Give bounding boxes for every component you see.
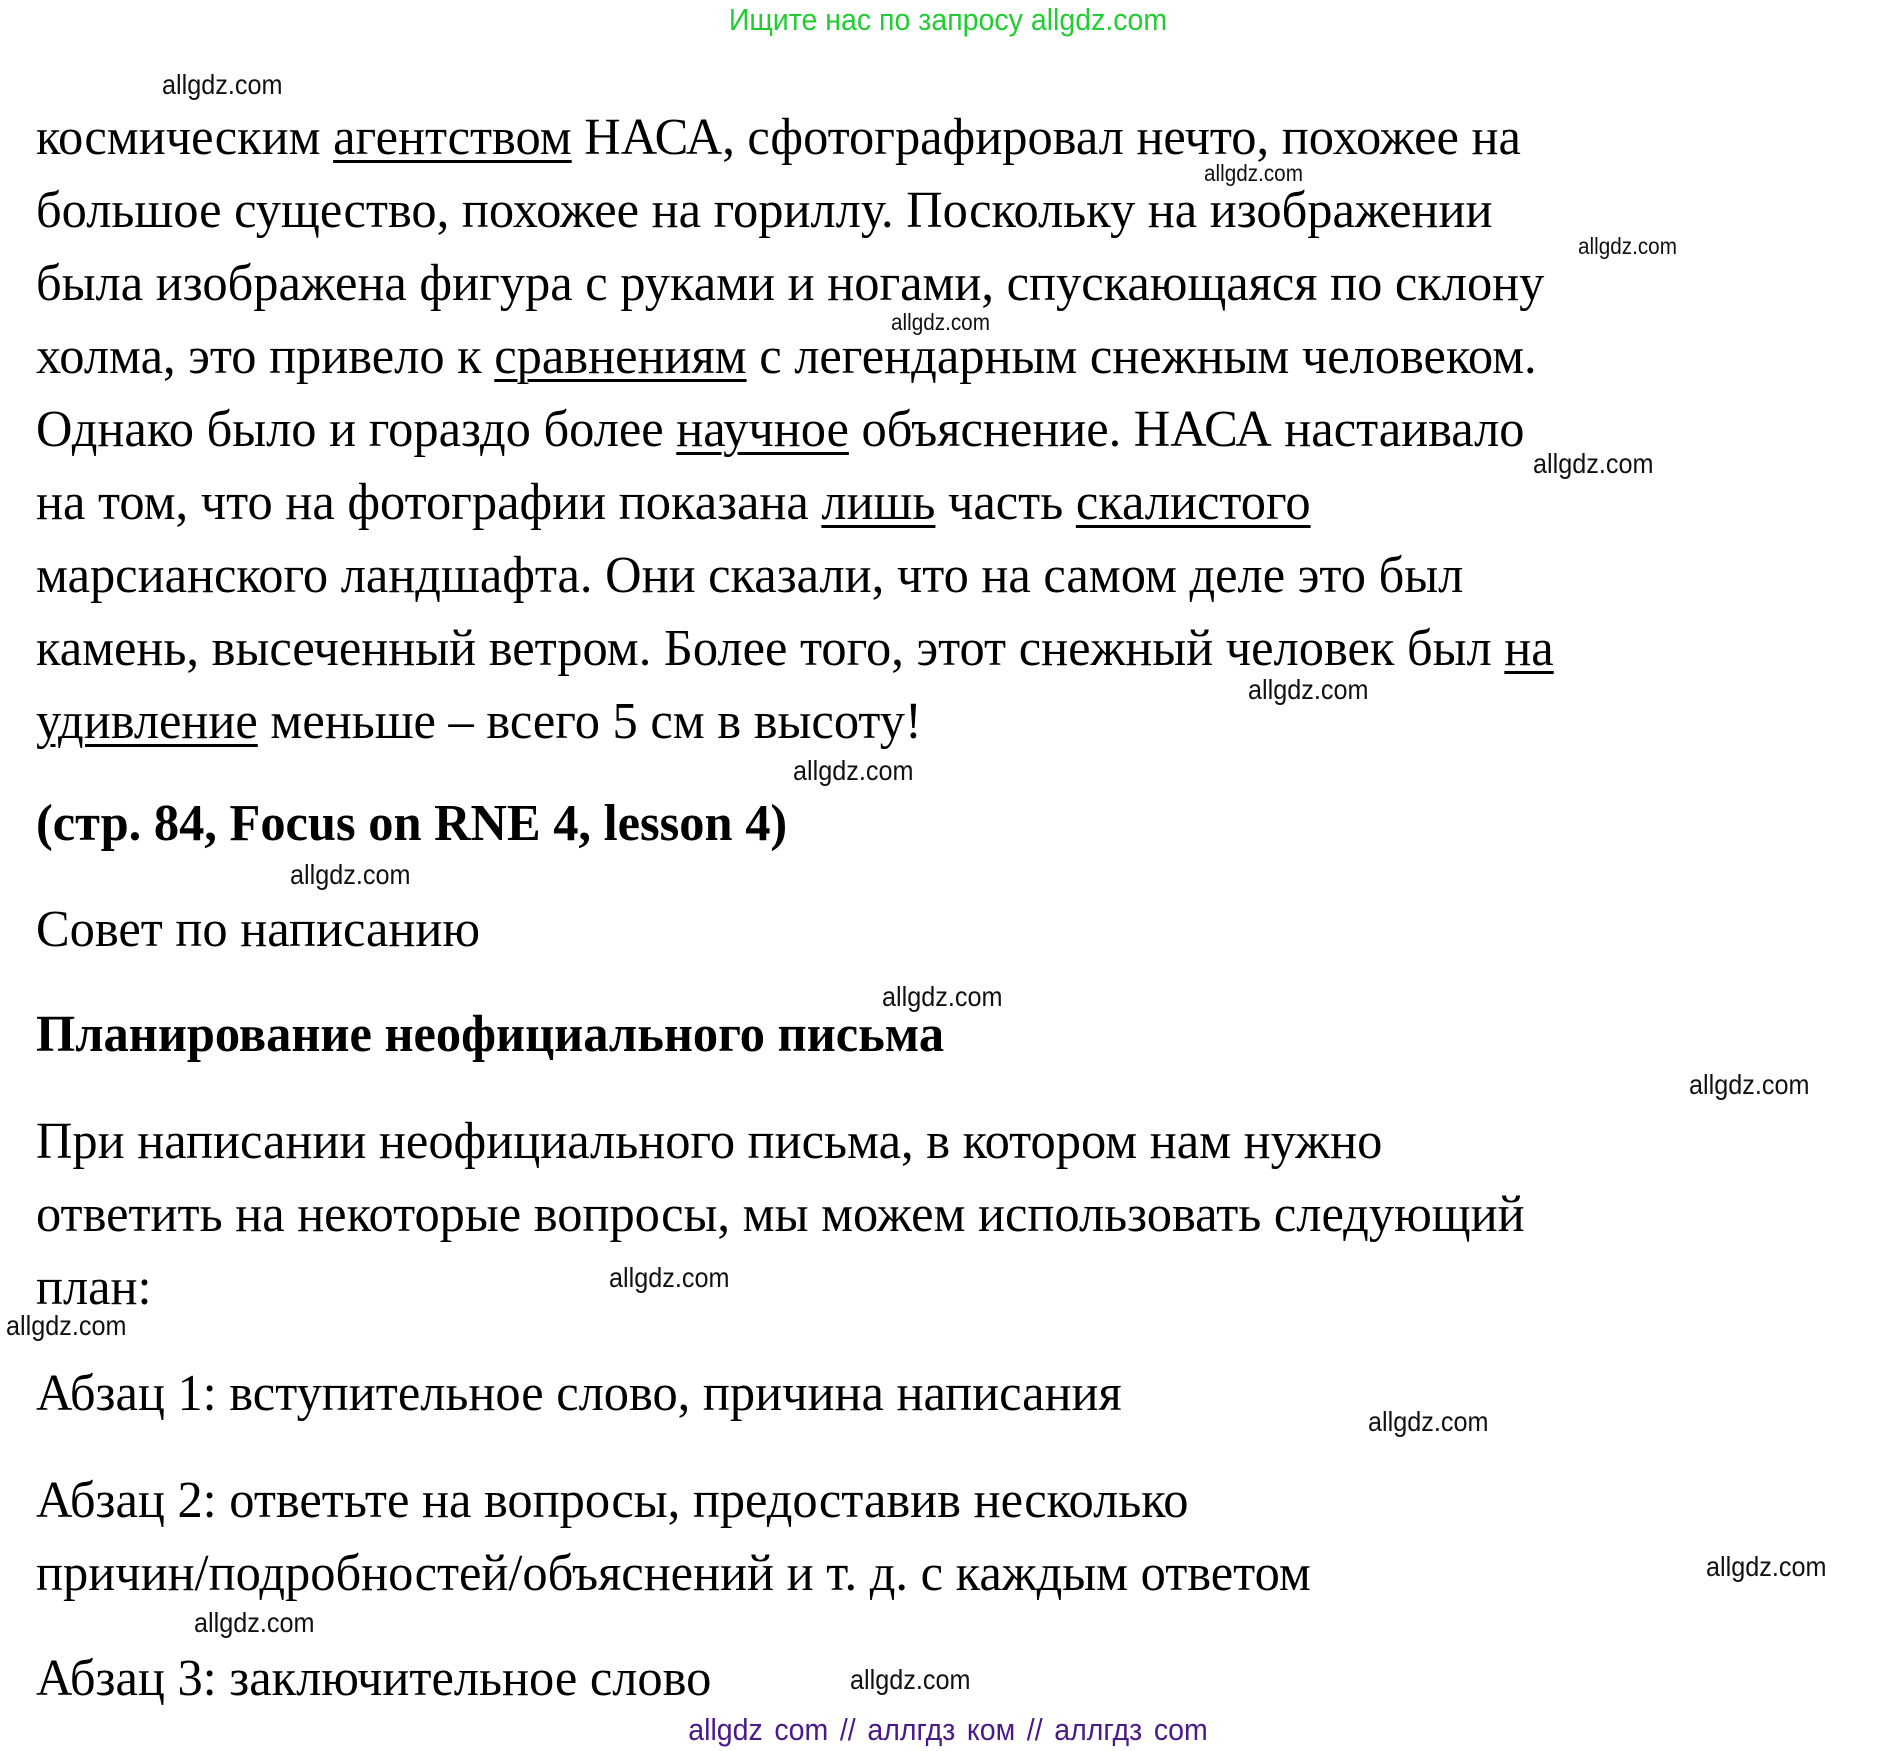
plan-item-2-cont: причин/подробностей/объяснений и т. д. с каждым ответом [36,1545,1311,1602]
passage-line [36,108,1521,168]
passage-line [36,692,922,752]
underlined-word: агентством [333,109,572,166]
watermark: allgdz.com [1578,233,1677,259]
text-run: часть [935,474,1076,531]
text-run: меньше – всего 5 см в высоту! [257,693,922,750]
watermark: allgdz.com [290,859,411,890]
passage-line [36,400,1524,460]
plan-item-3: Абзац 3: заключительное слово [36,1650,712,1707]
text-run: с легендарным снежным человеком. [746,328,1537,385]
watermark: allgdz.com [1533,448,1654,479]
footer-links: allgdz com // аллгдз ком // аллгдз com [688,1712,1208,1747]
tip-label: Совет по написанию [36,901,481,958]
text-run: камень, высеченный ветром. Более того, этот снежный человек был [36,620,1505,677]
text-run: объяснение. НАСА настаивало [848,401,1525,458]
intro-line: план: [36,1259,152,1316]
underlined-word: удивление [36,693,258,750]
watermark: allgdz.com [882,981,1003,1012]
search-banner: Ищите нас по запросу allgdz.com [728,2,1168,37]
underlined-word: сравнениям [494,328,747,385]
passage-line [36,546,1463,606]
passage-line [36,327,1537,387]
text-run: большое существо, похожее на гориллу. Поскольку на изображении [36,182,1493,239]
watermark: allgdz.com [1204,160,1303,186]
reference-heading: (стр. 84, Focus on RNE 4, lesson 4) [36,795,788,852]
watermark: allgdz.com [194,1607,315,1638]
underlined-word: на [1504,620,1554,677]
watermark: allgdz.com [891,309,990,335]
intro-line: При написании неофициального письма, в котором нам нужно [36,1113,1383,1170]
section-title: Планирование неофициального письма [36,1006,945,1063]
text-run: на том, что на фотографии показана [36,474,822,531]
text-run: Однако было и гораздо более [36,401,677,458]
watermark: allgdz.com [1706,1551,1827,1582]
watermark: allgdz.com [6,1310,127,1341]
watermark: allgdz.com [162,69,283,100]
watermark: allgdz.com [850,1664,971,1695]
plan-item-1: Абзац 1: вступительное слово, причина написания [36,1365,1122,1422]
underlined-word: лишь [821,474,936,531]
text-run: НАСА, сфотографировал нечто, похожее на [571,109,1521,166]
underlined-word: скалистого [1075,474,1311,531]
underlined-word: научное [676,401,849,458]
text-run: космическим [36,109,334,166]
passage-line [36,473,1311,533]
passage-line [36,619,1554,679]
text-run: марсианского ландшафта. Они сказали, что на самом деле это был [36,547,1464,604]
text-run: холма, это привело к [36,328,495,385]
watermark: allgdz.com [1248,674,1369,705]
watermark: allgdz.com [1368,1406,1489,1437]
watermark: allgdz.com [1689,1069,1810,1100]
text-run: была изображена фигура с руками и ногами, спускающаяся по склону [36,255,1545,312]
watermark: allgdz.com [793,755,914,786]
plan-item-2: Абзац 2: ответьте на вопросы, предоставив несколько [36,1472,1189,1529]
intro-line: ответить на некоторые вопросы, мы можем использовать следующий [36,1186,1525,1243]
passage-line [36,181,1492,241]
passage-line [36,254,1544,314]
watermark: allgdz.com [609,1262,730,1293]
